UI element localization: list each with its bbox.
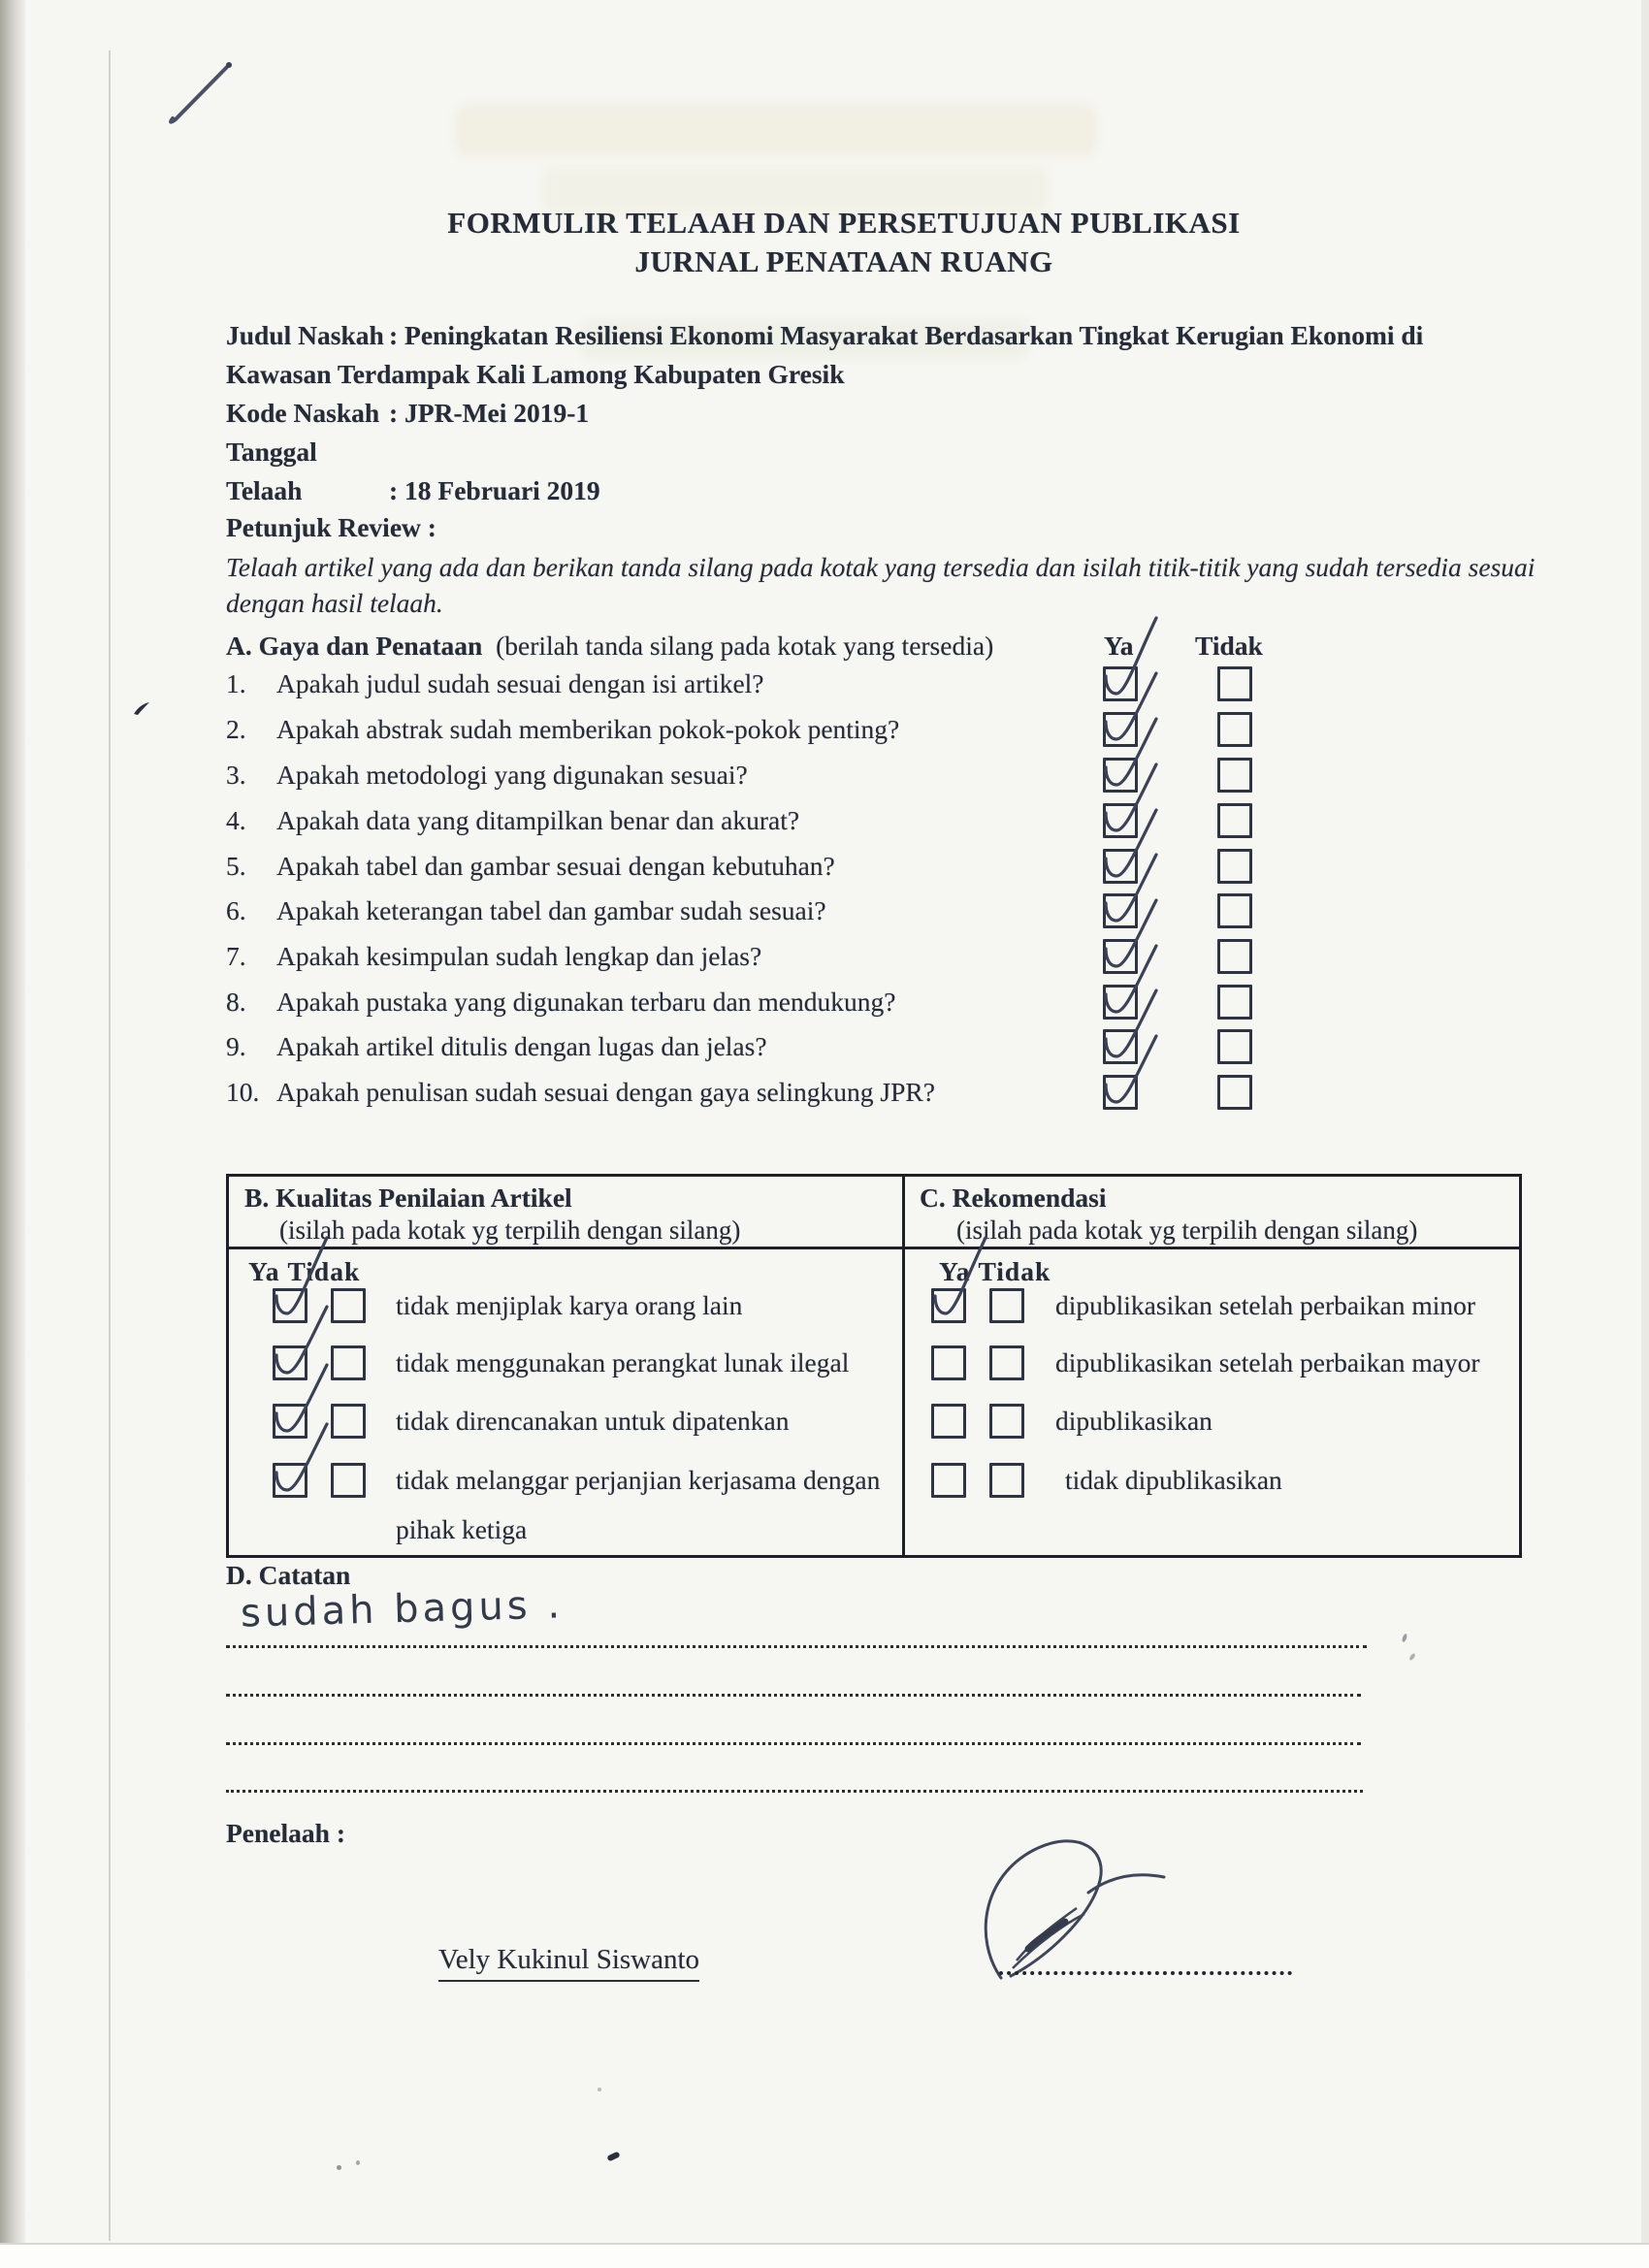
scan-right-edge	[1641, 0, 1649, 2247]
checkbox-ya[interactable]	[1103, 849, 1138, 884]
bleed-through-ghost	[456, 105, 1096, 155]
quality-text: tidak melanggar perjanjian kerjasama dengan	[396, 1465, 881, 1495]
question-text: Apakah kesimpulan sudah lengkap dan jelas?	[276, 941, 762, 971]
recommendation-row	[229, 1404, 1212, 1437]
ink-mark	[598, 2088, 601, 2091]
field-label: Kode Naskah	[226, 398, 380, 428]
checkbox-ya[interactable]	[1103, 1075, 1138, 1110]
checkbox-ya[interactable]	[1103, 758, 1138, 793]
checkbox-tidak[interactable]	[1217, 712, 1252, 747]
handwritten-note: sudah bagus .	[240, 1582, 565, 1636]
field-value: : Peningkatan Resiliensi Ekonomi Masyarakat Berdasarkan Tingkat Kerugian Ekonomi di Kawasan Terdampak Kali Lamong Kabupaten Gresik	[226, 320, 1424, 389]
question-number: 8.	[226, 987, 246, 1017]
checkbox-tidak[interactable]	[989, 1288, 1024, 1323]
checkbox-tidak[interactable]	[1217, 803, 1252, 838]
manuscript-title-row	[226, 316, 1531, 394]
notes-fill-line[interactable]	[226, 1738, 1361, 1745]
paper-crease-line	[109, 50, 111, 2241]
manuscript-code-row	[226, 394, 1531, 433]
notes-fill-line[interactable]	[226, 1641, 1367, 1648]
question-row	[226, 760, 1526, 793]
field-value: : 18 Februari 2019	[389, 475, 600, 505]
reviewer-heading: Penelaah :	[226, 1818, 345, 1848]
question-number: 9.	[226, 1031, 246, 1061]
question-number: 2.	[226, 714, 246, 744]
ink-mark	[1408, 1653, 1416, 1662]
quality-text: tidak menjiplak karya orang lain	[396, 1290, 743, 1320]
quality-recommendation-table	[226, 1174, 1522, 1558]
checkbox-ya[interactable]	[1103, 985, 1138, 1020]
column-header-ya: Ya	[1104, 631, 1134, 661]
section-a-title: A. Gaya dan Penataan	[226, 631, 483, 661]
question-number: 3.	[226, 760, 246, 790]
checkbox-ya[interactable]	[1103, 666, 1138, 701]
quality-text: tidak direncanakan untuk dipatenkan	[396, 1406, 790, 1436]
recommendation-text: dipublikasikan	[1055, 1406, 1212, 1436]
checkbox-tidak[interactable]	[1217, 666, 1252, 701]
checkbox-tidak[interactable]	[989, 1463, 1024, 1498]
section-c-note: (isilah pada kotak yg terpilih dengan silang)	[956, 1215, 1418, 1245]
question-row	[226, 851, 1526, 884]
recommendation-text: tidak dipublikasikan	[1065, 1465, 1282, 1495]
manuscript-metadata	[226, 316, 1531, 510]
field-label: Tanggal Telaah	[226, 437, 317, 505]
recommendation-text: dipublikasikan setelah perbaikan mayor	[1055, 1347, 1480, 1377]
checkbox-tidak[interactable]	[1217, 849, 1252, 884]
checkbox-ya[interactable]	[1103, 939, 1138, 974]
question-text: Apakah penulisan sudah sesuai dengan gaya selingkung JPR?	[276, 1077, 935, 1107]
question-row	[226, 895, 1526, 928]
checkbox-ya[interactable]	[1103, 803, 1138, 838]
checkbox-tidak[interactable]	[1217, 1075, 1252, 1110]
checkbox-ya[interactable]	[931, 1463, 966, 1498]
checkbox-ya[interactable]	[1103, 1029, 1138, 1064]
pen-slash-mark	[163, 56, 241, 128]
checkbox-ya[interactable]	[931, 1404, 966, 1439]
question-text: Apakah artikel ditulis dengan lugas dan jelas?	[276, 1031, 767, 1061]
checkbox-ya[interactable]	[1103, 712, 1138, 747]
question-text: Apakah abstrak sudah memberikan pokok-pokok penting?	[276, 714, 900, 744]
question-number: 7.	[226, 941, 246, 971]
tidak-label: Tidak	[287, 1256, 361, 1286]
section-b-heading: B. Kualitas Penilaian Artikel	[244, 1183, 572, 1213]
review-date-row	[226, 433, 1531, 510]
quality-text-wrap: pihak ketiga	[396, 1514, 528, 1544]
form-title-line2: JURNAL PENATAAN RUANG	[634, 244, 1053, 278]
question-row	[226, 668, 1526, 701]
checkbox-tidak[interactable]	[1217, 1029, 1252, 1064]
ink-mark	[1402, 1634, 1408, 1643]
ya-label: Ya	[939, 1256, 971, 1286]
checkbox-ya[interactable]	[931, 1288, 966, 1323]
checkbox-ya[interactable]	[1103, 893, 1138, 928]
section-b-subheader	[248, 1256, 360, 1287]
ya-label: Ya	[248, 1256, 280, 1286]
recommendation-text: dipublikasikan setelah perbaikan minor	[1055, 1290, 1476, 1320]
question-text: Apakah tabel dan gambar sesuai dengan kebutuhan?	[276, 851, 835, 881]
scan-left-edge	[0, 0, 25, 2247]
recommendation-row	[229, 1288, 1476, 1321]
checkbox-tidak[interactable]	[1217, 758, 1252, 793]
question-text: Apakah judul sudah sesuai dengan isi artikel?	[276, 668, 764, 698]
question-row	[226, 805, 1526, 838]
instructions-body: Telaah artikel yang ada dan berikan tanda silang pada kotak yang tersedia dan isilah titik-titik yang sudah tersedia sesuai dengan hasil telaah.	[226, 552, 1536, 618]
question-number: 4.	[226, 805, 246, 835]
section-c-subheader	[939, 1256, 1051, 1287]
section-c-heading: C. Rekomendasi	[920, 1183, 1107, 1213]
question-text: Apakah keterangan tabel dan gambar sudah sesuai?	[276, 895, 826, 925]
section-a-note: (berilah tanda silang pada kotak yang tersedia)	[496, 631, 994, 661]
notes-fill-line[interactable]	[226, 1690, 1361, 1697]
ink-mark	[356, 2160, 360, 2165]
checkbox-tidak[interactable]	[1217, 893, 1252, 928]
recommendation-row	[229, 1345, 1480, 1378]
quality-text: tidak menggunakan perangkat lunak ilegal	[396, 1347, 850, 1377]
table-header-divider	[229, 1247, 1519, 1249]
question-text: Apakah metodologi yang digunakan sesuai?	[276, 760, 748, 790]
notes-fill-line[interactable]	[226, 1786, 1363, 1793]
question-row	[226, 941, 1526, 974]
section-a-heading	[226, 631, 993, 662]
question-text: Apakah pustaka yang digunakan terbaru dan mendukung?	[276, 987, 896, 1017]
checkbox-ya[interactable]	[931, 1345, 966, 1380]
field-value: : JPR-Mei 2019-1	[389, 398, 590, 428]
ink-mark	[130, 698, 155, 720]
question-text: Apakah data yang ditampilkan benar dan akurat?	[276, 805, 800, 835]
field-label: Judul Naskah	[226, 320, 384, 350]
recommendation-row	[229, 1463, 1282, 1496]
question-row	[226, 1077, 1526, 1110]
reviewer-name: Vely Kukinul Siswanto	[438, 1944, 699, 1982]
signature-fill-line[interactable]	[999, 1944, 1292, 1975]
question-number: 1.	[226, 668, 246, 698]
checkbox-tidak[interactable]	[1217, 939, 1252, 974]
checkbox-tidak[interactable]	[1217, 985, 1252, 1020]
checkbox-tidak[interactable]	[989, 1404, 1024, 1439]
section-d-heading: D. Catatan	[226, 1560, 351, 1590]
ink-mark	[606, 2152, 620, 2162]
question-number: 6.	[226, 895, 246, 925]
form-title-line1: FORMULIR TELAAH DAN PERSETUJUAN PUBLIKASI	[447, 206, 1241, 240]
checkbox-tidak[interactable]	[989, 1345, 1024, 1380]
column-header-tidak: Tidak	[1195, 631, 1263, 661]
instructions-heading: Petunjuk Review :	[226, 512, 436, 542]
table-column-divider	[902, 1177, 905, 1555]
question-row	[226, 714, 1526, 747]
ink-mark	[337, 2165, 341, 2170]
question-number: 5.	[226, 851, 246, 881]
scan-bottom-edge	[0, 2243, 1649, 2268]
tidak-label: Tidak	[978, 1256, 1051, 1286]
question-row	[226, 987, 1526, 1020]
question-number: 10.	[226, 1077, 260, 1107]
section-b-note: (isilah pada kotak yg terpilih dengan silang)	[279, 1215, 741, 1245]
question-row	[226, 1031, 1526, 1064]
